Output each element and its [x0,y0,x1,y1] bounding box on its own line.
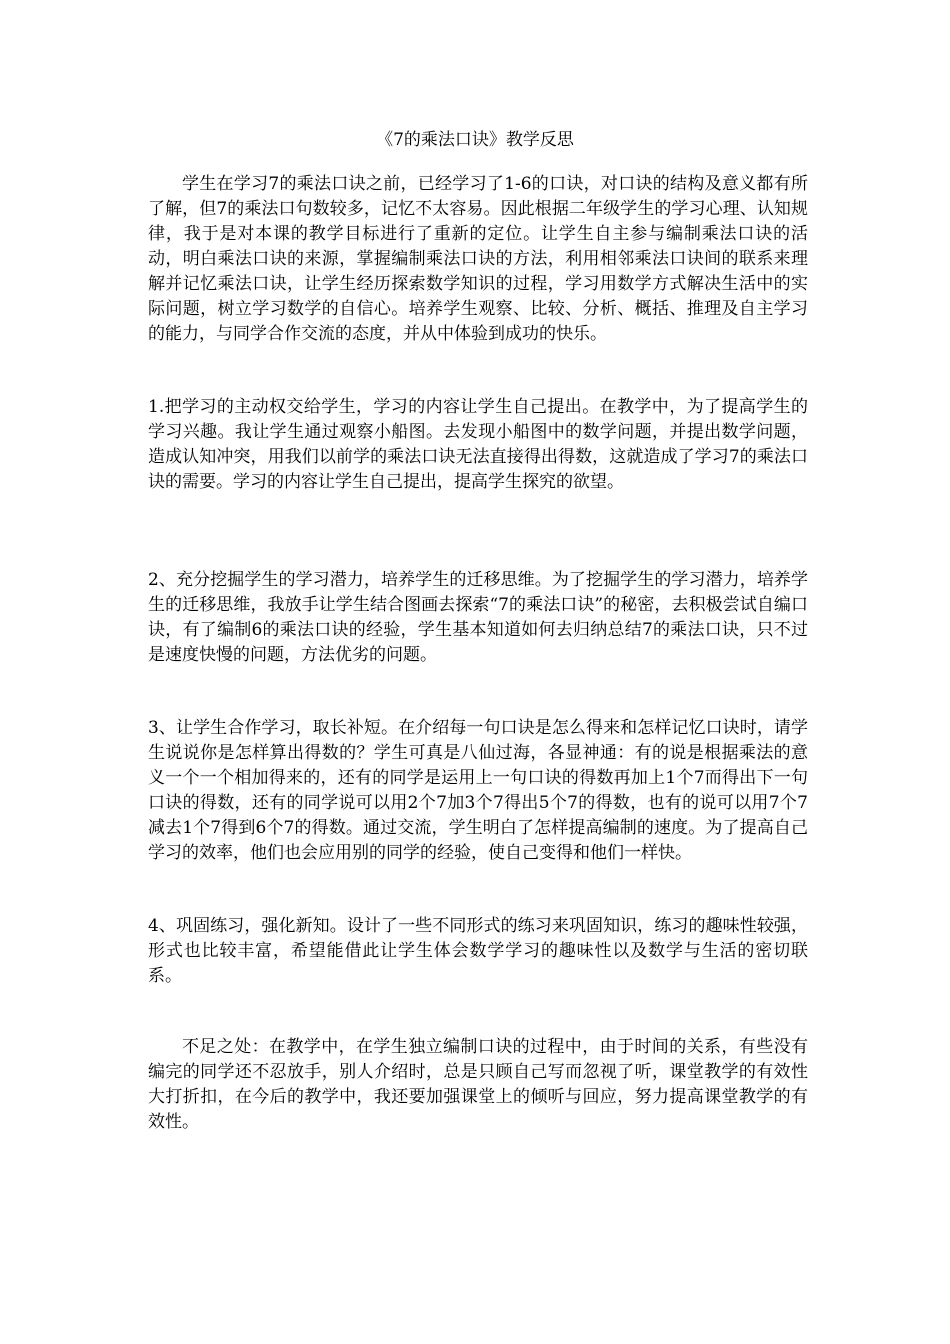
paragraph-intro: 学生在学习7的乘法口诀之前，已经学习了1-6的口诀，对口诀的结构及意义都有所了解，但7的乘法口句数较多，记忆不太容易。因此根据二年级学生的学习心理、认知规律，我于是对本课的教学目标进行了重新的定位。让学生自主参与编制乘法口诀的活动，明白乘法口诀的来源，掌握编制乘法口诀的方法，利用相邻乘法口诀间的联系来理解并记忆乘法口诀，让学生经历探索数学知识的过程，学习用数学方式解决生活中的实际问题，树立学习数学的自信心。培养学生观察、比较、分析、概括、推理及自主学习的能力，与同学合作交流的态度，并从中体验到成功的快乐。 [148,174,808,344]
paragraph-point-3: 3、让学生合作学习，取长补短。在介绍每一句口诀是怎么得来和怎样记忆口诀时，请学生说说你是怎样算出得数的？学生可真是八仙过海，各显神通：有的说是根据乘法的意义一个一个相加得来的，还有的同学是运用上一句口诀的得数再加上1个7而得出下一句口诀的得数，还有的同学说可以用2个7加3个7得出5个7的得数，也有的说可以用7个7减去1个7得到6个7的得数。通过交流，学生明白了怎样提高编制的速度。为了提高自己学习的效率，他们也会应用别的同学的经验，使自己变得和他们一样快。 [148,718,808,863]
paragraph-point-2: 2、充分挖掘学生的学习潜力，培养学生的迁移思维。为了挖掘学生的学习潜力，培养学生的迁移思维，我放手让学生结合图画去探索“7的乘法口诀”的秘密，去积极尝试自编口诀，有了编制6的乘法口诀的经验，学生基本知道如何去归纳总结7的乘法口诀，只不过是速度快慢的问题，方法优劣的问题。 [148,570,808,665]
paragraph-point-4: 4、巩固练习，强化新知。设计了一些不同形式的练习来巩固知识，练习的趣味性较强，形式也比较丰富，希望能借此让学生体会数学学习的趣味性以及数学与生活的密切联系。 [148,916,808,986]
document-title: 《7的乘法口诀》教学反思 [376,130,574,150]
paragraph-point-1: 1.把学习的主动权交给学生，学习的内容让学生自己提出。在教学中，为了提高学生的学习兴趣。我让学生通过观察小船图。去发现小船图中的数学问题，并提出数学问题，造成认知冲突，用我们以前学的乘法口诀无法直接得出得数，这就造成了学习7的乘法口诀的需要。学习的内容让学生自己提出，提高学生探究的欲望。 [148,397,808,492]
paragraph-summary: 不足之处：在教学中，在学生独立编制口诀的过程中，由于时间的关系，有些没有编完的同学还不忍放手，别人介绍时，总是只顾自己写而忽视了听，课堂教学的有效性大打折扣，在今后的教学中，我还要加强课堂上的倾听与回应，努力提高课堂教学的有效性。 [148,1037,808,1132]
